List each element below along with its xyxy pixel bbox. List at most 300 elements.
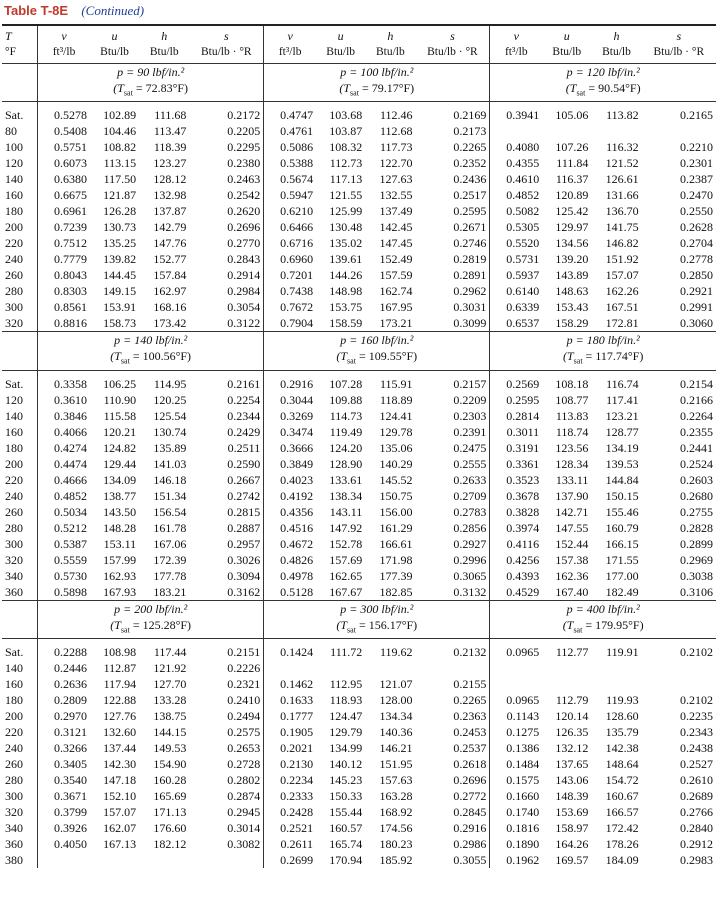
cell-s: 0.3026 xyxy=(189,552,263,568)
cell-s: 0.3065 xyxy=(416,568,490,584)
temperature-cell: 240 xyxy=(2,488,38,504)
cell-h: 167.06 xyxy=(153,536,187,551)
cell-v: 0.3191 xyxy=(506,440,540,455)
h-unit: Btu/lb xyxy=(149,46,179,58)
cell-v: 0.5388 xyxy=(280,156,314,171)
cell-u: 134.56 xyxy=(555,236,589,251)
temperature-cell: 360 xyxy=(2,584,38,601)
cell-s: 0.2667 xyxy=(189,472,263,488)
cell-s: 0.2438 xyxy=(680,741,713,756)
cell-h: 177.00 xyxy=(605,568,639,583)
temperature-cell: 320 xyxy=(2,804,38,820)
cell-s: 0.2542 xyxy=(189,187,263,203)
cell-h: 171.55 xyxy=(605,552,639,567)
cell-u: 158.29 xyxy=(555,316,589,331)
cell-v: 0.6675 xyxy=(53,188,87,203)
cell-v: 0.1633 xyxy=(280,693,314,708)
cell-s: 0.2704 xyxy=(680,236,713,251)
cell-u: 143.06 xyxy=(555,773,589,788)
cell-v: 0.5937 xyxy=(506,268,540,283)
cell-v: 0.7904 xyxy=(280,316,314,331)
cell-v: 0.1424 xyxy=(280,645,314,660)
cell-v: 0.1275 xyxy=(506,725,540,740)
cell-u: 114.73 xyxy=(329,408,363,423)
pressure-label: p = 300 lbf/in.² xyxy=(340,601,414,616)
cell-s: 0.2363 xyxy=(416,708,490,724)
cell-u: 112.73 xyxy=(329,156,363,171)
cell-v: 0.6380 xyxy=(53,172,87,187)
cell-h: 127.70 xyxy=(153,677,187,692)
cell-v: 0.8043 xyxy=(53,268,87,283)
table-row xyxy=(2,187,716,203)
cell-h: 117.44 xyxy=(153,645,187,660)
cell-v: 0.3405 xyxy=(53,757,87,772)
cell-v: 0.4978 xyxy=(280,568,314,583)
cell-s xyxy=(416,660,490,676)
cell-v: 0.4666 xyxy=(53,472,87,487)
cell-h: 128.00 xyxy=(379,693,413,708)
cell-h: 137.87 xyxy=(153,204,187,219)
cell-s: 0.2436 xyxy=(416,171,490,187)
cell-u: 148.28 xyxy=(103,520,137,535)
cell-v: 0.3540 xyxy=(53,773,87,788)
cell-u: 107.26 xyxy=(555,140,589,155)
cell-v: 0.3358 xyxy=(53,376,87,391)
cell-v: 0.1575 xyxy=(506,773,540,788)
cell-u: 103.68 xyxy=(329,108,363,123)
cell-u: 155.44 xyxy=(329,805,363,820)
cell-v: 0.4116 xyxy=(506,536,540,551)
cell-u: 143.89 xyxy=(555,268,589,283)
cell-v: 0.4050 xyxy=(53,837,87,852)
cell-s: 0.2819 xyxy=(416,251,490,267)
cell-h: 140.29 xyxy=(379,456,413,471)
cell-u: 143.11 xyxy=(329,504,363,519)
cell-s: 0.2155 xyxy=(416,676,490,692)
cell-u: 133.11 xyxy=(555,472,589,487)
cell-u: 129.79 xyxy=(329,725,363,740)
cell-h: 135.89 xyxy=(153,440,187,455)
temperature-cell: 260 xyxy=(2,504,38,520)
temperature-cell: 160 xyxy=(2,424,38,440)
cell-s: 0.2653 xyxy=(189,740,263,756)
cell-u: 124.82 xyxy=(103,440,137,455)
cell-h: 133.28 xyxy=(153,693,187,708)
cell-u: 108.82 xyxy=(103,140,137,155)
cell-u: 124.20 xyxy=(329,440,363,455)
cell-v: 0.5082 xyxy=(506,204,540,219)
cell-v: 0.2234 xyxy=(280,773,314,788)
symbol-header-row xyxy=(2,25,716,44)
cell-v: 0.1462 xyxy=(280,677,314,692)
cell-v: 0.3361 xyxy=(506,456,540,471)
cell-s: 0.3031 xyxy=(416,299,490,315)
cell-h: 160.28 xyxy=(153,773,187,788)
cell-v: 0.6960 xyxy=(280,252,314,267)
cell-s: 0.2856 xyxy=(416,520,490,536)
temperature-column-blank xyxy=(2,600,38,638)
cell-u: 115.58 xyxy=(103,408,137,423)
cell-u: 145.23 xyxy=(329,773,363,788)
cell-h: 142.45 xyxy=(379,220,413,235)
cell-v: 0.3011 xyxy=(506,424,540,439)
cell-v: 0.2809 xyxy=(53,693,87,708)
cell-u: 121.55 xyxy=(329,188,363,203)
cell-v: 0.2814 xyxy=(506,408,540,423)
cell-u xyxy=(316,660,365,676)
tsat-symbol: (T xyxy=(562,349,574,364)
cell-v: 0.2636 xyxy=(53,677,87,692)
unit-header-row xyxy=(2,44,716,64)
cell-v: 0.4356 xyxy=(280,504,314,519)
table-row xyxy=(2,376,716,392)
pressure-label: p = 180 lbf/in.² xyxy=(566,333,640,348)
cell-h: 174.56 xyxy=(379,821,413,836)
cell-h: 171.13 xyxy=(153,805,187,820)
cell-h: 172.81 xyxy=(605,316,639,331)
temperature-cell: Sat. xyxy=(2,376,38,392)
tsat-subscript: sat xyxy=(573,356,583,366)
cell-s: 0.2301 xyxy=(680,156,713,171)
tsat-symbol: (T xyxy=(110,349,121,364)
table-row xyxy=(2,820,716,836)
cell-u: 160.57 xyxy=(329,821,363,836)
cell-s: 0.2321 xyxy=(189,676,263,692)
cell-v: 0.4355 xyxy=(506,156,540,171)
cell-s: 0.2680 xyxy=(680,488,713,503)
cell-s: 0.2410 xyxy=(189,692,263,708)
cell-v: 0.5559 xyxy=(53,552,87,567)
cell-v: 0.3941 xyxy=(506,108,540,123)
cell-h: 129.78 xyxy=(379,424,413,439)
cell-s: 0.2916 xyxy=(416,820,490,836)
cell-h: 166.57 xyxy=(605,805,639,820)
table-row xyxy=(2,724,716,740)
cell-v: 0.6537 xyxy=(506,316,540,331)
cell-u xyxy=(542,676,591,692)
cell-u: 148.98 xyxy=(329,284,363,299)
temperature-cell: 260 xyxy=(2,756,38,772)
cell-s: 0.2254 xyxy=(189,392,263,408)
cell-s: 0.2172 xyxy=(189,107,263,123)
cell-s: 0.2840 xyxy=(680,821,713,836)
cell-v: 0.2288 xyxy=(53,645,87,660)
cell-v: 0.1777 xyxy=(280,709,314,724)
cell-s: 0.2235 xyxy=(680,709,713,724)
cell-s: 0.3054 xyxy=(189,299,263,315)
cell-h: 118.39 xyxy=(153,140,187,155)
cell-s: 0.3014 xyxy=(189,820,263,836)
cell-u: 158.59 xyxy=(329,316,363,331)
cell-v: 0.1816 xyxy=(506,821,540,836)
cell-s: 0.2352 xyxy=(416,155,490,171)
temperature-cell: 280 xyxy=(2,283,38,299)
table-row xyxy=(2,235,716,251)
cell-u: 138.34 xyxy=(329,488,363,503)
cell-v: 0.6073 xyxy=(53,156,87,171)
tsat-symbol: (T xyxy=(565,81,577,95)
cell-h: 151.92 xyxy=(605,252,639,267)
table-row xyxy=(2,552,716,568)
temperature-cell: 200 xyxy=(2,219,38,235)
cell-s: 0.2618 xyxy=(416,756,490,772)
cell-h: 127.63 xyxy=(379,172,413,187)
cell-h: 136.70 xyxy=(605,204,639,219)
cell-v: 0.5674 xyxy=(280,172,314,187)
cell-s: 0.2165 xyxy=(680,108,713,123)
pressure-header-row xyxy=(2,64,716,102)
tsat-subscript: sat xyxy=(350,88,359,98)
cell-v: 0.1740 xyxy=(506,805,540,820)
cell-v: 0.5408 xyxy=(53,124,87,139)
cell-h: 142.38 xyxy=(605,741,639,756)
cell-s: 0.2161 xyxy=(189,376,263,392)
cell-v: 0.5128 xyxy=(280,584,314,599)
cell-h: 161.78 xyxy=(153,520,187,535)
superheated-properties-table xyxy=(2,24,716,868)
table-row xyxy=(2,520,716,536)
cell-u: 148.63 xyxy=(555,284,589,299)
cell-u: 117.94 xyxy=(103,677,137,692)
cell-u: 113.83 xyxy=(555,408,589,423)
cell-u: 135.25 xyxy=(103,236,137,251)
cell-u: 126.35 xyxy=(555,725,589,740)
table-row xyxy=(2,536,716,552)
cell-v: 0.2446 xyxy=(53,661,87,676)
cell-s: 0.2475 xyxy=(416,440,490,456)
cell-v: 0.5751 xyxy=(53,140,87,155)
cell-h: 184.09 xyxy=(605,853,639,868)
cell-s: 0.2728 xyxy=(189,756,263,772)
cell-h: 119.62 xyxy=(379,645,413,660)
cell-v: 0.5898 xyxy=(53,584,87,599)
cell-s: 0.2226 xyxy=(189,660,263,676)
cell-s xyxy=(642,660,716,676)
cell-v: 0.5086 xyxy=(280,140,314,155)
cell-v xyxy=(264,660,316,676)
cell-u: 112.79 xyxy=(555,693,589,708)
cell-s: 0.2453 xyxy=(416,724,490,740)
temperature-column-blank xyxy=(2,332,38,370)
cell-h: 154.90 xyxy=(153,757,187,772)
cell-u: 130.73 xyxy=(103,220,137,235)
cell-v: 0.5520 xyxy=(506,236,540,251)
cell-s: 0.2891 xyxy=(416,267,490,283)
cell-v: 0.4023 xyxy=(280,472,314,487)
cell-v: 0.2428 xyxy=(280,805,314,820)
cell-s xyxy=(642,676,716,692)
tsat-symbol: (T xyxy=(336,617,348,632)
cell-u: 134.99 xyxy=(329,741,363,756)
cell-s: 0.2387 xyxy=(680,172,713,187)
v-symbol: v xyxy=(61,29,67,43)
cell-h: 123.27 xyxy=(153,156,187,171)
cell-h: 146.21 xyxy=(379,741,413,756)
cell-h: 163.28 xyxy=(379,789,413,804)
cell-h: 146.18 xyxy=(153,472,187,487)
cell-u: 138.77 xyxy=(103,488,137,503)
tsat-subscript: sat xyxy=(123,88,133,98)
cell-s: 0.3038 xyxy=(680,568,713,583)
cell-s: 0.2914 xyxy=(189,267,263,283)
cell-u: 118.74 xyxy=(555,424,589,439)
cell-u: 108.32 xyxy=(329,140,363,155)
cell-u: 117.50 xyxy=(103,172,137,187)
cell-s: 0.2173 xyxy=(416,123,490,139)
cell-v: 0.3044 xyxy=(280,392,314,407)
cell-h: 111.68 xyxy=(154,108,187,123)
cell-s: 0.3099 xyxy=(416,315,490,332)
cell-h: 142.79 xyxy=(153,220,187,235)
cell-u: 152.10 xyxy=(103,789,137,804)
cell-u: 121.87 xyxy=(103,188,137,203)
cell-u: 153.91 xyxy=(103,300,137,315)
tsat-symbol: (T xyxy=(336,349,348,364)
pressure-label: p = 400 lbf/in.² xyxy=(566,601,640,616)
cell-v: 0.8561 xyxy=(53,300,87,315)
tsat-symbol: (T xyxy=(339,81,351,95)
cell-s: 0.2770 xyxy=(189,235,263,251)
pressure-label: p = 120 lbf/in.² xyxy=(566,65,640,79)
cell-u: 157.38 xyxy=(555,552,589,567)
cell-s: 0.2603 xyxy=(680,472,713,487)
cell-h: 155.46 xyxy=(605,504,639,519)
cell-u: 112.87 xyxy=(103,661,137,676)
cell-u: 129.44 xyxy=(103,456,137,471)
temperature-cell: 300 xyxy=(2,536,38,552)
pressure-label: p = 160 lbf/in.² xyxy=(340,333,414,348)
cell-h: 132.98 xyxy=(153,188,187,203)
cell-u: 109.88 xyxy=(329,392,363,407)
cell-u: 135.02 xyxy=(329,236,363,251)
cell-v: 0.3799 xyxy=(53,805,87,820)
cell-s: 0.2633 xyxy=(416,472,490,488)
cell-u: 130.48 xyxy=(329,220,363,235)
saturation-temperature xyxy=(41,617,260,638)
cell-v: 0.7239 xyxy=(53,220,87,235)
cell-s: 0.2344 xyxy=(189,408,263,424)
cell-v: 0.2916 xyxy=(280,376,314,391)
cell-v: 0.8303 xyxy=(53,284,87,299)
cell-u: 142.30 xyxy=(103,757,137,772)
pressure-block-heading xyxy=(264,600,490,638)
cell-v: 0.2699 xyxy=(280,853,314,868)
cell-s: 0.2595 xyxy=(416,203,490,219)
cell-h: 139.53 xyxy=(605,456,639,471)
cell-u: 157.69 xyxy=(329,552,363,567)
cell-u: 153.69 xyxy=(555,805,589,820)
cell-u: 140.12 xyxy=(329,757,363,772)
temperature-column-blank xyxy=(2,64,38,102)
cell-h: 116.74 xyxy=(606,376,639,391)
cell-h: 160.67 xyxy=(605,789,639,804)
v-unit: ft³/lb xyxy=(52,46,76,58)
cell-h: 156.00 xyxy=(379,504,413,519)
table-body xyxy=(2,64,716,869)
temperature-cell: Sat. xyxy=(2,644,38,660)
table-row xyxy=(2,251,716,267)
pressure-block-heading xyxy=(38,600,264,638)
tsat-symbol: (T xyxy=(113,81,124,95)
temperature-cell: Sat. xyxy=(2,107,38,123)
cell-h: 162.74 xyxy=(379,284,413,299)
cell-u: 137.90 xyxy=(555,488,589,503)
cell-v: 0.3474 xyxy=(280,424,314,439)
cell-v: 0.8816 xyxy=(53,316,87,331)
cell-v xyxy=(490,676,542,692)
cell-u: 139.61 xyxy=(329,252,363,267)
cell-s: 0.2628 xyxy=(680,220,713,235)
cell-s: 0.2957 xyxy=(189,536,263,552)
cell-s: 0.3122 xyxy=(189,315,263,332)
cell-u: 137.65 xyxy=(555,757,589,772)
cell-u: 108.18 xyxy=(555,376,589,391)
cell-h xyxy=(591,660,641,676)
cell-u: 107.28 xyxy=(329,376,363,391)
cell-h: 165.69 xyxy=(153,789,187,804)
temperature-cell: 160 xyxy=(2,187,38,203)
cell-v: 0.3849 xyxy=(280,456,314,471)
cell-v: 0.3828 xyxy=(506,504,540,519)
cell-s: 0.2912 xyxy=(680,837,713,852)
saturation-temperature xyxy=(267,348,486,369)
temperature-cell: 160 xyxy=(2,676,38,692)
cell-h: 125.54 xyxy=(153,408,187,423)
cell-s: 0.2537 xyxy=(416,740,490,756)
cell-h: 141.03 xyxy=(153,456,187,471)
cell-s: 0.2264 xyxy=(680,408,713,423)
cell-v: 0.6716 xyxy=(280,236,314,251)
pressure-block-heading xyxy=(38,64,264,102)
cell-v xyxy=(490,123,542,139)
cell-h: 128.60 xyxy=(605,709,639,724)
cell-v: 0.4274 xyxy=(53,440,87,455)
cell-v: 0.2521 xyxy=(280,821,314,836)
cell-s: 0.2391 xyxy=(416,424,490,440)
cell-s: 0.2205 xyxy=(189,123,263,139)
table-row xyxy=(2,123,716,139)
cell-h: 121.52 xyxy=(605,156,639,171)
temperature-cell: 140 xyxy=(2,408,38,424)
cell-s: 0.2945 xyxy=(189,804,263,820)
table-row xyxy=(2,424,716,440)
cell-v: 0.3671 xyxy=(53,789,87,804)
cell-h: 119.93 xyxy=(606,693,639,708)
temperature-cell: 280 xyxy=(2,772,38,788)
cell-u: 134.09 xyxy=(103,472,137,487)
cell-u: 132.60 xyxy=(103,725,137,740)
cell-s: 0.2380 xyxy=(189,155,263,171)
v-unit: ft³/lb xyxy=(504,46,528,58)
cell-u: 170.94 xyxy=(329,853,363,868)
cell-h: 157.84 xyxy=(153,268,187,283)
temperature-cell: 200 xyxy=(2,708,38,724)
cell-s: 0.2102 xyxy=(680,645,713,660)
cell-s: 0.2132 xyxy=(416,644,490,660)
saturation-temperature xyxy=(493,80,713,101)
cell-s: 0.2921 xyxy=(680,284,713,299)
table-row xyxy=(2,392,716,408)
cell-u: 148.39 xyxy=(555,789,589,804)
temperature-cell: 320 xyxy=(2,552,38,568)
temperature-cell: 180 xyxy=(2,203,38,219)
cell-s: 0.2265 xyxy=(416,139,490,155)
cell-h: 149.53 xyxy=(153,741,187,756)
u-symbol: u xyxy=(563,29,570,43)
cell-h: 182.12 xyxy=(153,837,187,852)
cell-s: 0.2470 xyxy=(680,188,713,203)
temperature-cell: 340 xyxy=(2,820,38,836)
